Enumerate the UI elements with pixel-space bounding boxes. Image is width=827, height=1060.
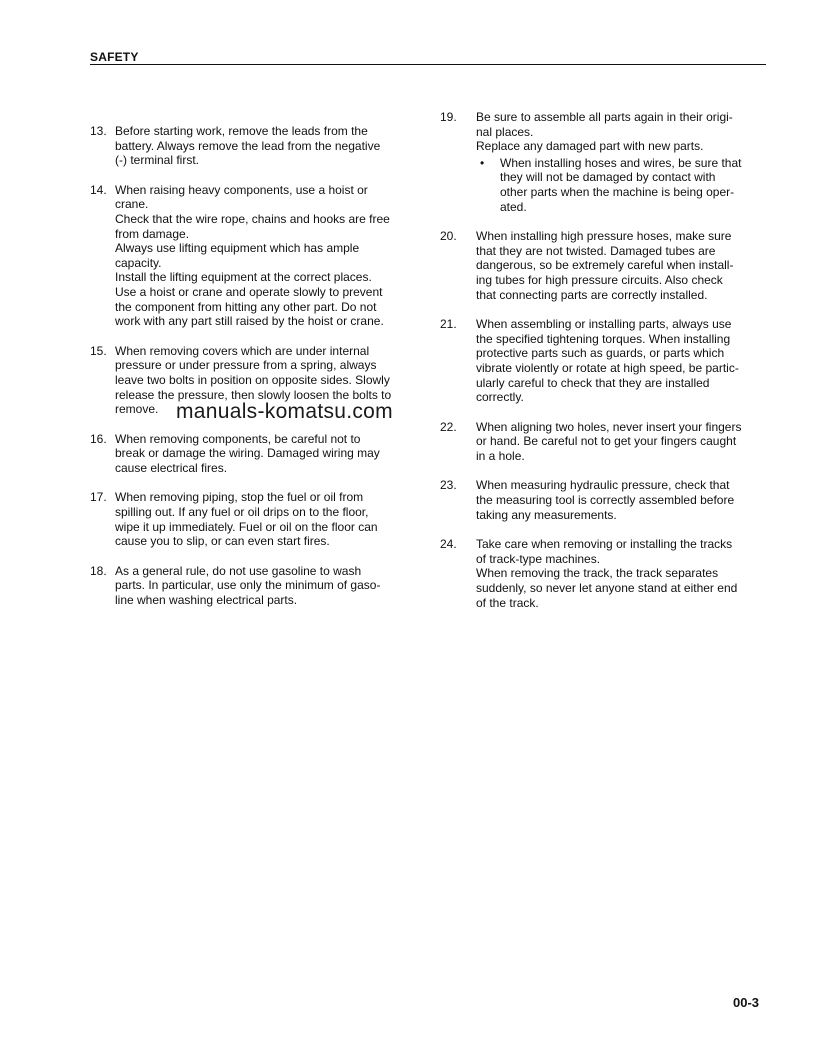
text-line: When measuring hydraulic pressure, check that [476, 478, 730, 493]
text-line: of the track. [476, 595, 539, 610]
item-number: 18. [90, 563, 107, 578]
text-line: wipe it up immediately. Fuel or oil on the floor can [115, 519, 378, 534]
item-number: 13. [90, 124, 107, 138]
text-line: remove. [115, 402, 159, 417]
text-line: When removing piping, stop the fuel or oil from [115, 490, 364, 505]
item-text [476, 537, 770, 610]
text-line: When assembling or installing parts, always use [476, 317, 732, 332]
item-text [476, 229, 770, 302]
text-line: (-) terminal first. [115, 153, 199, 168]
text-line: Be sure to assemble all parts again in their origi- [476, 110, 733, 124]
text-line: dangerous, so be extremely careful when install- [476, 258, 734, 273]
safety-item [440, 110, 770, 214]
text-line: ing tubes for high pressure circuits. Also check [476, 272, 723, 287]
item-number: 24. [440, 537, 457, 552]
text-line: Use a hoist or crane and operate slowly to prevent [115, 284, 383, 299]
text-line: pressure or under pressure from a spring, always [115, 358, 377, 373]
page-number: 00-3 [733, 995, 760, 1010]
text-line: cause electrical fires. [115, 460, 228, 475]
watermark: manuals-komatsu.com [176, 400, 393, 423]
text-line: they will not be damaged by contact with [500, 170, 716, 185]
text-line: ularly careful to check that they are installed [476, 375, 710, 390]
text-line: the specified tightening torques. When installing [476, 331, 731, 346]
item-number: 19. [440, 110, 457, 124]
text-line: nal places. [476, 124, 534, 139]
item-text [476, 110, 770, 214]
item-number: 22. [440, 419, 457, 434]
item-number: 15. [90, 343, 107, 358]
item-text [115, 490, 422, 548]
text-line: Always use lifting equipment which has ample [115, 241, 360, 256]
safety-item [90, 183, 422, 329]
text-line: Before starting work, remove the leads from the [115, 124, 368, 138]
safety-item [90, 564, 422, 608]
header-rule [90, 64, 766, 65]
text-line: battery. Always remove the lead from the negative [115, 138, 381, 153]
text-line: correctly. [476, 390, 524, 405]
text-line: or hand. Be careful not to get your fingers caught [476, 434, 737, 449]
bullet-icon: • [480, 155, 485, 170]
text-line: release the pressure, then slowly loosen the bolts to [115, 387, 392, 402]
text-line: Check that the wire rope, chains and hooks are free [115, 211, 390, 226]
text-line: When installing hoses and wires, be sure that [500, 155, 742, 170]
text-line: line when washing electrical parts. [115, 593, 298, 608]
item-number: 23. [440, 478, 457, 493]
right-column [440, 110, 770, 610]
text-line: vibrate violently or rotate at high speed, be partic- [476, 360, 739, 375]
text-line: of track-type machines. [476, 551, 601, 566]
text-line: parts. In particular, use only the minimum of gaso- [115, 578, 381, 593]
text-line: break or damage the wiring. Damaged wiring may [115, 446, 380, 461]
text-line: taking any measurements. [476, 507, 617, 522]
safety-item [90, 124, 422, 168]
text-line: spilling out. If any fuel or oil drips on to the floor, [115, 505, 369, 520]
item-number: 21. [440, 317, 457, 332]
text-line: When removing covers which are under internal [115, 343, 370, 358]
text-line: When removing components, be careful not to [115, 431, 361, 446]
text-line: As a general rule, do not use gasoline to wash [115, 563, 362, 578]
text-line: capacity. [115, 255, 162, 270]
bullet-point [480, 155, 770, 214]
text-line: cause you to slip, or can even start fires. [115, 534, 330, 549]
item-number: 17. [90, 490, 107, 505]
safety-item [440, 420, 770, 464]
item-text [476, 478, 770, 522]
section-title: SAFETY [90, 50, 139, 64]
text-line: Install the lifting equipment at the correct places. [115, 270, 372, 285]
text-line: When raising heavy components, use a hoist or [115, 182, 368, 197]
safety-item [90, 490, 422, 548]
text-line: When installing high pressure hoses, make sure [476, 229, 732, 244]
safety-item [440, 229, 770, 302]
item-text [115, 564, 422, 608]
text-line: suddenly, so never let anyone stand at either end [476, 581, 738, 596]
text-line: from damage. [115, 226, 190, 241]
text-line: that they are not twisted. Damaged tubes are [476, 243, 716, 258]
text-line: Take care when removing or installing the tracks [476, 537, 733, 552]
safety-item [440, 537, 770, 610]
text-line: ated. [500, 199, 527, 214]
text-line: the measuring tool is correctly assembled before [476, 493, 735, 508]
text-line: When removing the track, the track separates [476, 566, 719, 581]
safety-item [440, 317, 770, 405]
text-line: work with any part still raised by the hoist or crane. [115, 314, 384, 329]
safety-item [440, 478, 770, 522]
text-line: in a hole. [476, 448, 525, 463]
item-number: 16. [90, 431, 107, 446]
safety-item [90, 432, 422, 476]
text-line: leave two bolts in position on opposite sides. Slowly [115, 372, 390, 387]
item-text [115, 124, 422, 168]
text-line: the component from hitting any other part. Do not [115, 299, 377, 314]
item-text [115, 432, 422, 476]
text-line: other parts when the machine is being oper- [500, 184, 735, 199]
item-number: 14. [90, 182, 107, 197]
text-line: that connecting parts are correctly installed. [476, 287, 708, 302]
text-line: When aligning two holes, never insert your fingers [476, 419, 742, 434]
item-text [115, 183, 422, 329]
text-line: crane. [115, 197, 149, 212]
item-text [476, 317, 770, 405]
left-column [90, 124, 422, 608]
text-line: protective parts such as guards, or parts which [476, 346, 725, 361]
item-text [476, 420, 770, 464]
text-line: Replace any damaged part with new parts. [476, 139, 704, 154]
item-number: 20. [440, 229, 457, 244]
